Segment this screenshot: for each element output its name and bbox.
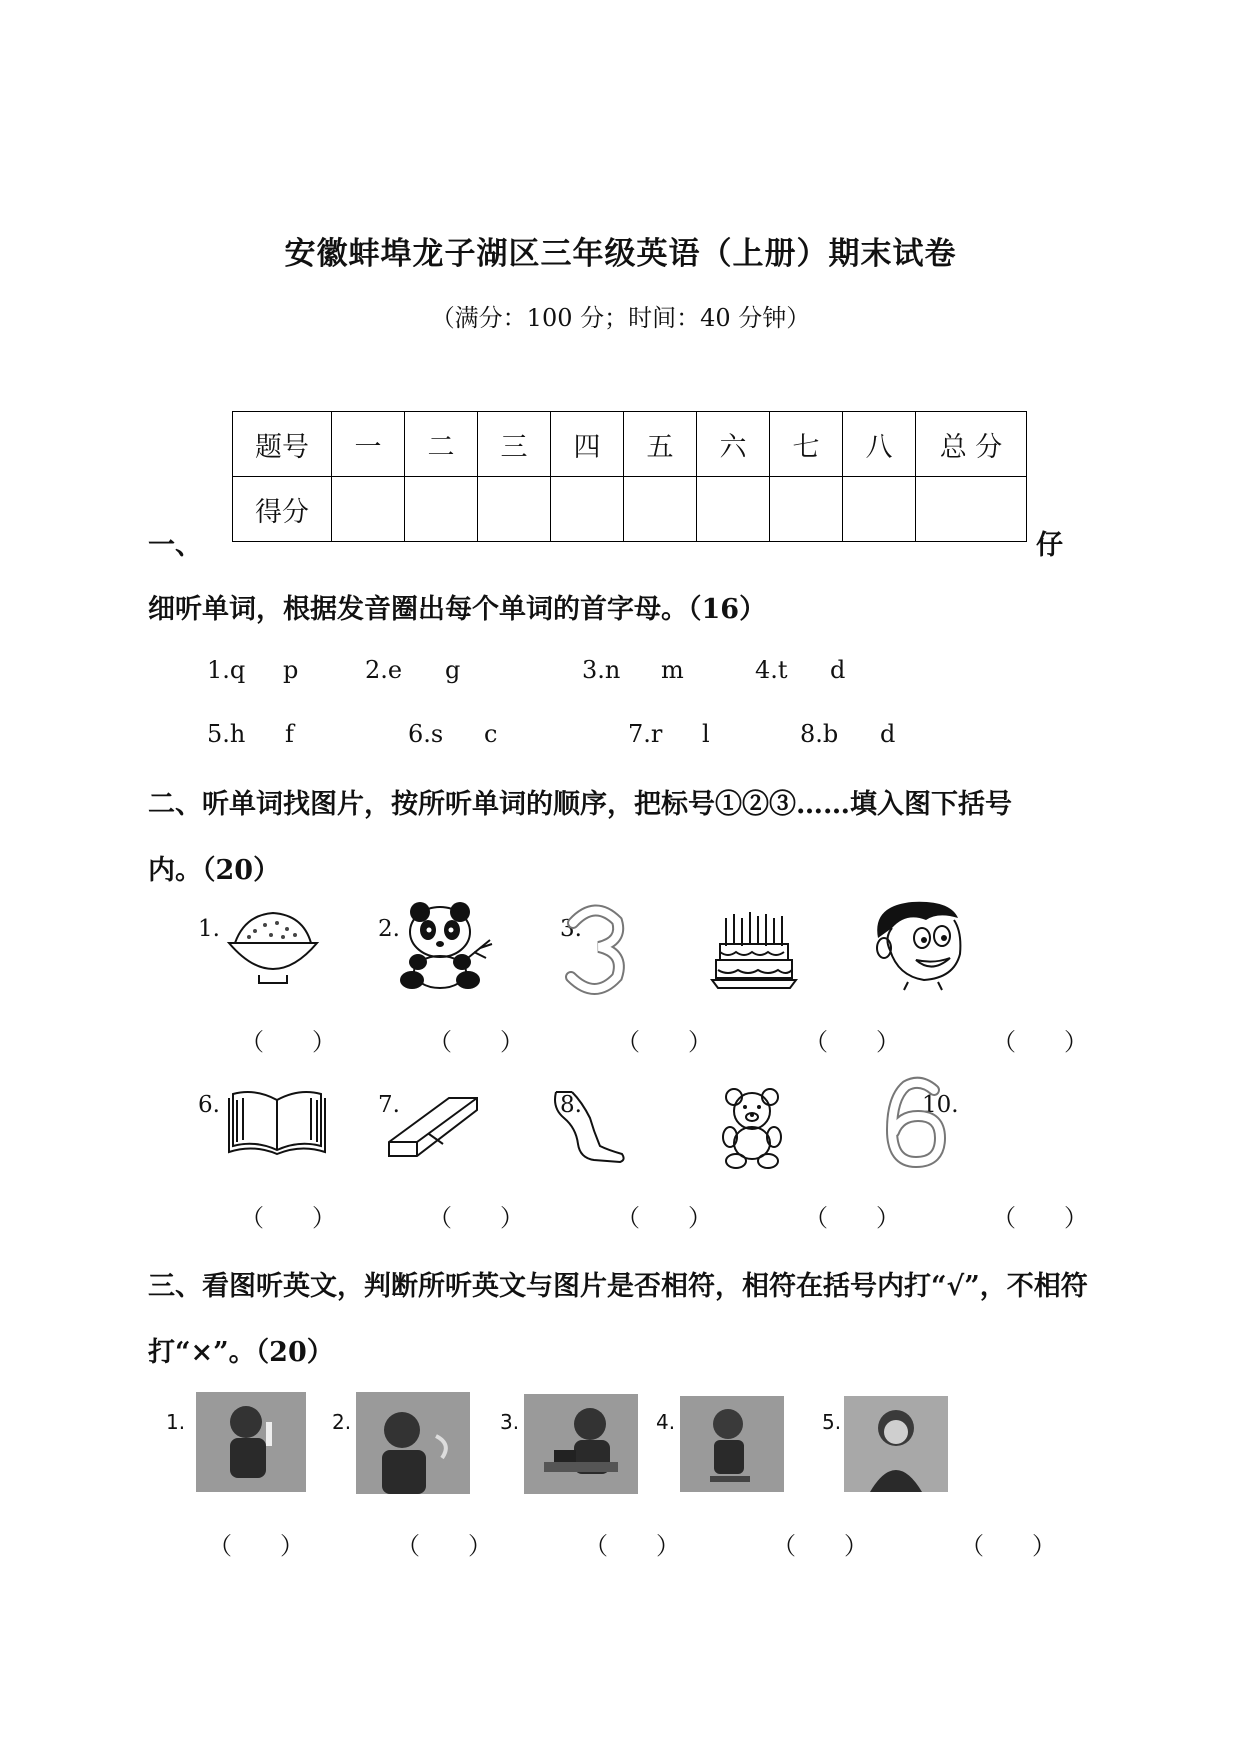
picture-label: 3. bbox=[560, 916, 582, 942]
picture-label: 1. bbox=[198, 916, 220, 942]
letter-item: 2.e bbox=[365, 656, 403, 684]
picture-label: 2. bbox=[332, 1410, 352, 1434]
rice-bowl-icon bbox=[225, 905, 321, 987]
section1-suffix: 仔 bbox=[1036, 530, 1063, 561]
answer-bracket[interactable]: （ ） bbox=[208, 1532, 304, 1560]
score-cell[interactable] bbox=[843, 477, 916, 542]
panda-icon bbox=[398, 900, 494, 992]
letter-item: 7.r bbox=[628, 720, 663, 748]
photo-girl-portrait bbox=[844, 1396, 948, 1492]
answer-bracket[interactable]: （ ） bbox=[992, 1028, 1088, 1056]
score-table-header-row bbox=[233, 412, 1027, 477]
score-header-cell: 一 bbox=[332, 412, 405, 477]
number-six-icon bbox=[886, 1078, 946, 1170]
answer-bracket[interactable]: （ ） bbox=[772, 1532, 868, 1560]
score-cell[interactable] bbox=[405, 477, 478, 542]
birthday-cake-icon bbox=[712, 912, 796, 990]
photo-girl-chair bbox=[680, 1396, 784, 1492]
eraser-icon bbox=[385, 1090, 481, 1162]
letter-item: 8.b bbox=[800, 720, 839, 748]
picture-label: 10. bbox=[922, 1092, 959, 1118]
answer-bracket[interactable]: （ ） bbox=[960, 1532, 1056, 1560]
number-three-icon bbox=[565, 905, 627, 995]
letter-choice[interactable]: l bbox=[702, 720, 710, 748]
leg-icon bbox=[550, 1088, 630, 1168]
score-table bbox=[232, 411, 1027, 542]
picture-label: 8. bbox=[560, 1092, 582, 1118]
answer-bracket[interactable]: （ ） bbox=[396, 1532, 492, 1560]
section1-prefix: 一、 bbox=[148, 530, 202, 561]
score-header-cell: 三 bbox=[478, 412, 551, 477]
score-cell[interactable] bbox=[770, 477, 843, 542]
page-subtitle: （满分：100 分；时间：40 分钟） bbox=[430, 304, 811, 332]
letter-choice[interactable]: p bbox=[283, 656, 299, 684]
letter-item: 3.n bbox=[582, 656, 621, 684]
letter-choice[interactable]: d bbox=[830, 656, 846, 684]
score-header-cell: 总 分 bbox=[916, 412, 1027, 477]
picture-label: 3. bbox=[500, 1410, 520, 1434]
letter-item: 4.t bbox=[755, 656, 788, 684]
letter-choice[interactable]: f bbox=[285, 720, 294, 748]
answer-bracket[interactable]: （ ） bbox=[428, 1028, 524, 1056]
score-table-row bbox=[233, 477, 1027, 542]
answer-bracket[interactable]: （ ） bbox=[616, 1204, 712, 1232]
answer-bracket[interactable]: （ ） bbox=[804, 1028, 900, 1056]
score-row-label: 得分 bbox=[233, 477, 332, 542]
letter-item: 5.h bbox=[207, 720, 246, 748]
score-header-cell: 二 bbox=[405, 412, 478, 477]
teddy-bear-icon bbox=[712, 1085, 792, 1169]
answer-bracket[interactable]: （ ） bbox=[240, 1204, 336, 1232]
score-header-cell: 四 bbox=[551, 412, 624, 477]
section3-instruction: 三、看图听英文，判断所听英文与图片是否相符，相符在括号内打“√”，不相符 bbox=[148, 1271, 1088, 1302]
section1-instruction: 细听单词，根据发音圈出每个单词的首字母。（16） bbox=[148, 594, 767, 625]
boy-face-icon bbox=[868, 898, 964, 990]
letter-choice[interactable]: c bbox=[484, 720, 498, 748]
score-header-cell: 五 bbox=[624, 412, 697, 477]
score-cell[interactable] bbox=[551, 477, 624, 542]
section2-instruction: 二、听单词找图片，按所听单词的顺序，把标号①②③……填入图下括号 bbox=[148, 789, 1012, 820]
picture-label: 1. bbox=[166, 1410, 186, 1434]
score-header-cell: 七 bbox=[770, 412, 843, 477]
picture-label: 7. bbox=[378, 1092, 400, 1118]
book-icon bbox=[225, 1088, 329, 1162]
answer-bracket[interactable]: （ ） bbox=[240, 1028, 336, 1056]
letter-choice[interactable]: g bbox=[445, 656, 461, 684]
score-cell[interactable] bbox=[332, 477, 405, 542]
score-header-cell: 六 bbox=[697, 412, 770, 477]
answer-bracket[interactable]: （ ） bbox=[616, 1028, 712, 1056]
letter-item: 6.s bbox=[408, 720, 444, 748]
photo-boy-desk bbox=[524, 1394, 638, 1494]
letter-choice[interactable]: d bbox=[880, 720, 896, 748]
letter-choice[interactable]: m bbox=[661, 656, 684, 684]
picture-label: 4. bbox=[656, 1410, 676, 1434]
page-title: 安徽蚌埠龙子湖区三年级英语（上册）期末试卷 bbox=[284, 236, 957, 272]
score-cell[interactable] bbox=[916, 477, 1027, 542]
picture-label: 5. bbox=[822, 1410, 842, 1434]
answer-bracket[interactable]: （ ） bbox=[584, 1532, 680, 1560]
photo-boy-looking bbox=[356, 1392, 470, 1494]
answer-bracket[interactable]: （ ） bbox=[992, 1204, 1088, 1232]
score-cell[interactable] bbox=[478, 477, 551, 542]
score-cell[interactable] bbox=[697, 477, 770, 542]
score-cell[interactable] bbox=[624, 477, 697, 542]
letter-item: 1.q bbox=[207, 656, 246, 684]
score-header-cell: 题号 bbox=[233, 412, 332, 477]
photo-boy-drawing bbox=[196, 1392, 306, 1492]
answer-bracket[interactable]: （ ） bbox=[428, 1204, 524, 1232]
answer-bracket[interactable]: （ ） bbox=[804, 1204, 900, 1232]
section2-instruction-cont: 内。（20） bbox=[148, 855, 281, 886]
picture-label: 2. bbox=[378, 916, 400, 942]
section3-instruction-cont: 打“×”。（20） bbox=[148, 1337, 334, 1368]
picture-label: 6. bbox=[198, 1092, 220, 1118]
score-header-cell: 八 bbox=[843, 412, 916, 477]
